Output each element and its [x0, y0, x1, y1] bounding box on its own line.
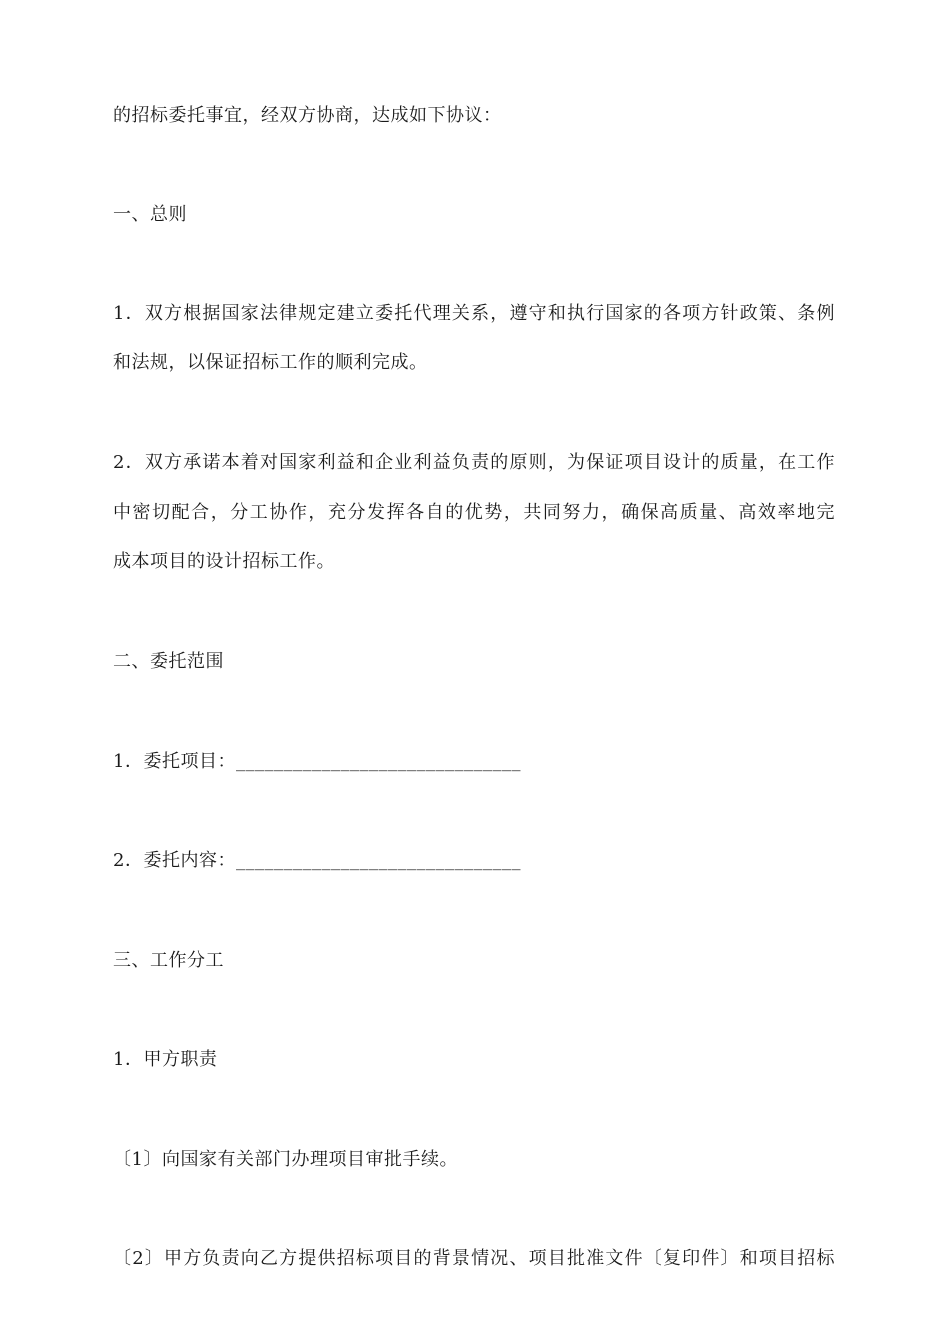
duty-item-1: 〔1〕向国家有关部门办理项目审批手续。 — [113, 1149, 458, 1170]
section-heading-general: 一、总则 — [113, 204, 187, 225]
paragraph-2-line-3: 成本项目的设计招标工作。 — [113, 551, 335, 572]
party-a-duties-heading: 1．甲方职责 — [113, 1049, 218, 1070]
paragraph-1-line-2: 和法规，以保证招标工作的顺利完成。 — [113, 352, 428, 373]
section-heading-division: 三、工作分工 — [113, 950, 224, 971]
intro-line: 的招标委托事宜，经双方协商，达成如下协议： — [113, 105, 502, 126]
entrusted-project-field: 1．委托项目：______________________________ — [113, 751, 521, 772]
paragraph-2-line-1: 2．双方承诺本着对国家利益和企业利益负责的原则，为保证项目设计的质量，在工作 — [113, 452, 835, 473]
section-heading-scope: 二、委托范围 — [113, 651, 224, 672]
duty-item-2: 〔2〕甲方负责向乙方提供招标项目的背景情况、项目批准文件〔复印件〕和项目招标 — [113, 1248, 835, 1269]
paragraph-2-line-2: 中密切配合，分工协作，充分发挥各自的优势，共同努力，确保高质量、高效率地完 — [113, 502, 835, 523]
paragraph-1-line-1: 1．双方根据国家法律规定建立委托代理关系，遵守和执行国家的各项方针政策、条例 — [113, 303, 835, 324]
entrusted-content-field: 2．委托内容：______________________________ — [113, 850, 521, 871]
